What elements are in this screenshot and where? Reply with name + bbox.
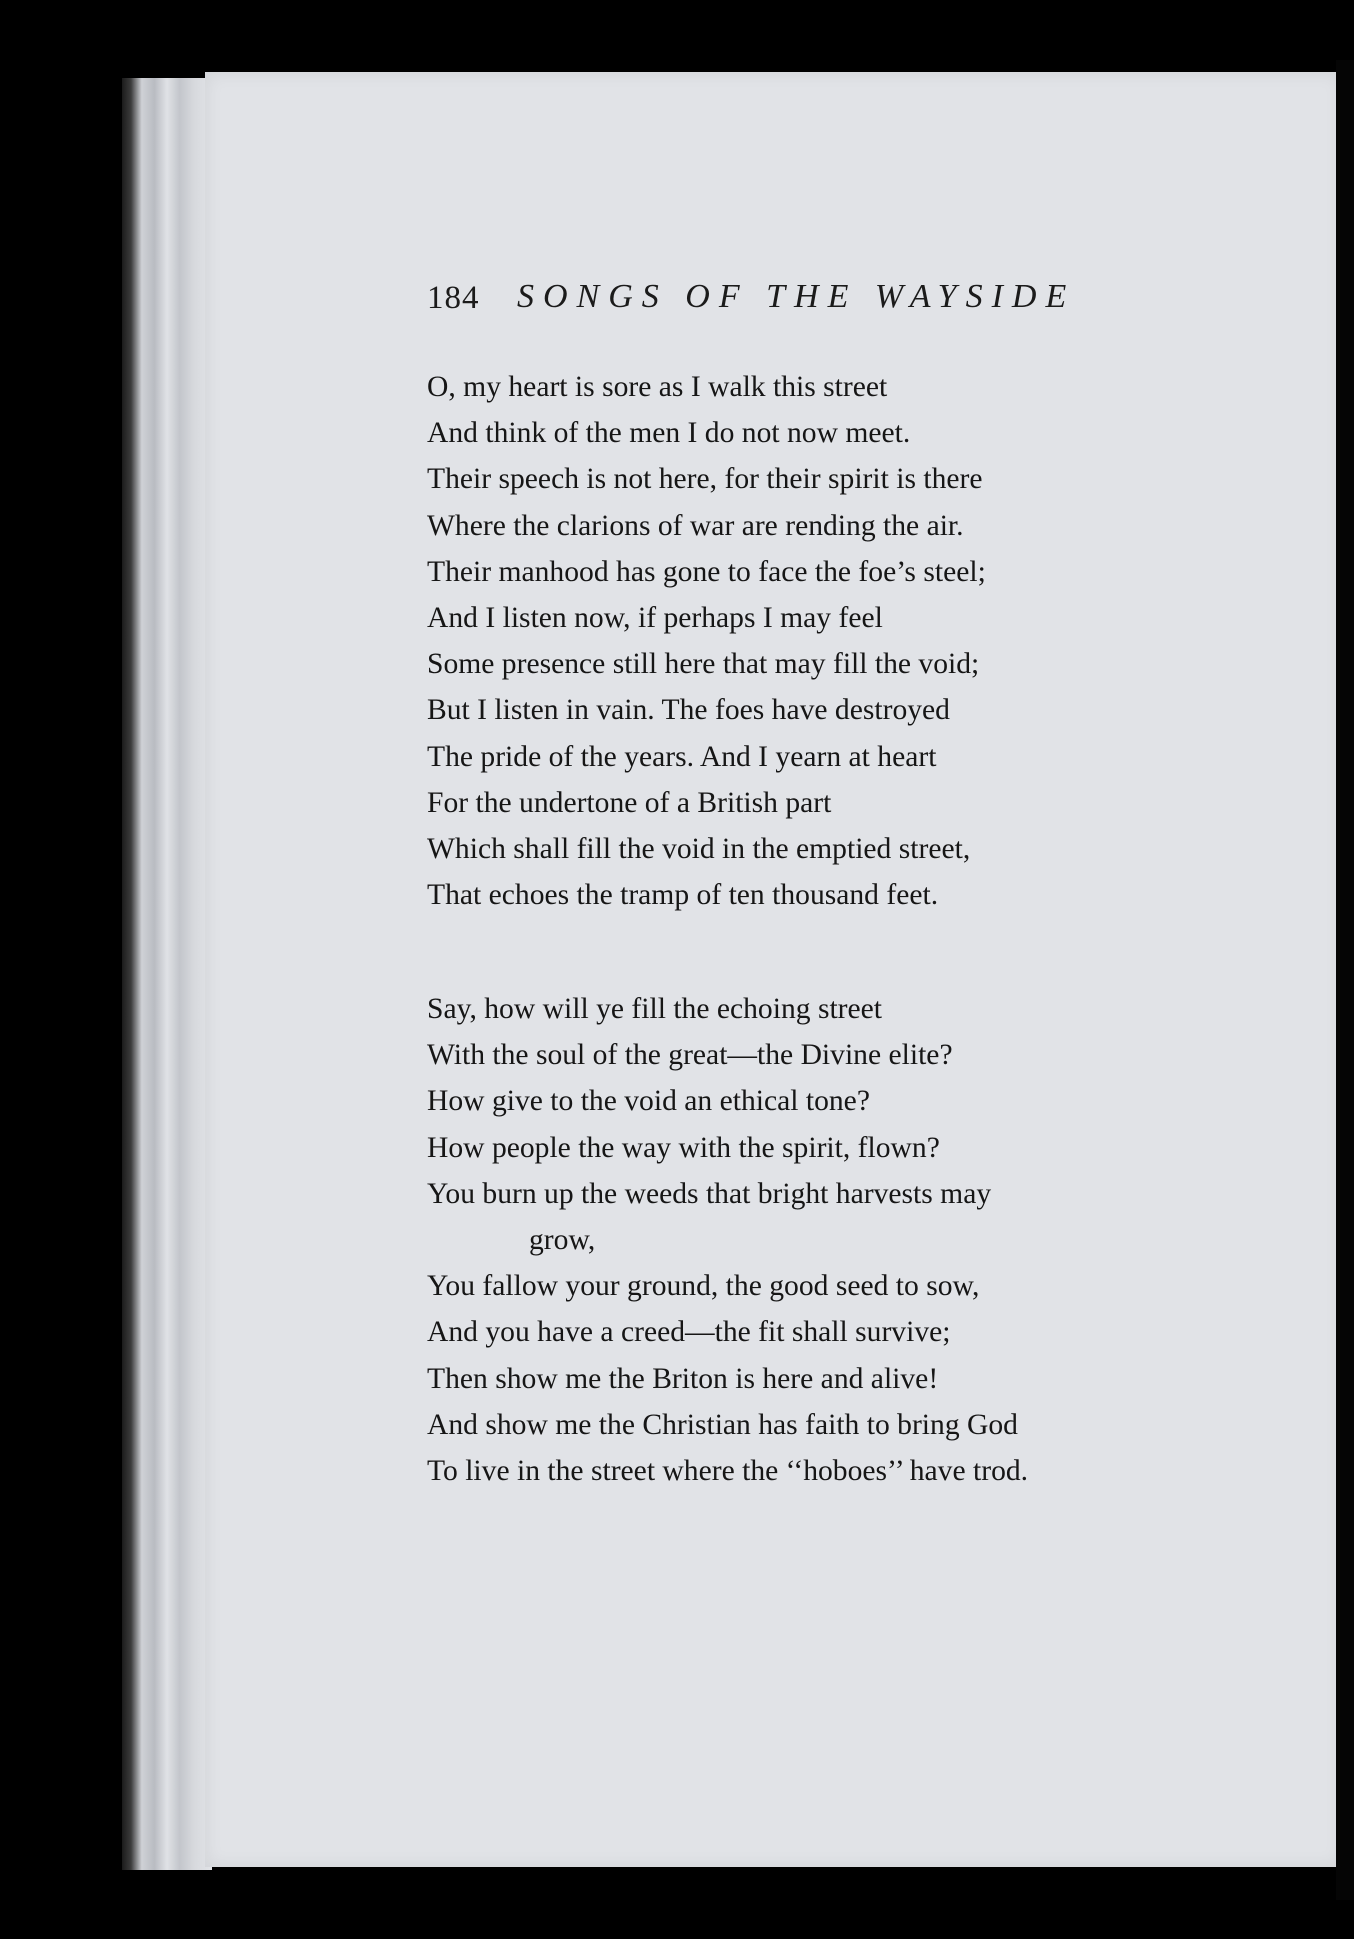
verse-line: Which shall fill the void in the emptied street, [427, 832, 971, 865]
verse-line: Their speech is not here, for their spirit is there [427, 463, 983, 496]
verse-line: You burn up the weeds that bright harvests may [427, 1177, 992, 1210]
verse-line: That echoes the tramp of ten thousand feet. [427, 879, 939, 912]
verse-line: And you have a creed—the fit shall survive; [427, 1316, 951, 1349]
verse-line: Where the clarions of war are rending the air. [427, 509, 964, 542]
page-number: 184 [427, 280, 480, 316]
running-title: SONGS OF THE WAYSIDE [517, 278, 1076, 315]
verse-line: You fallow your ground, the good seed to sow, [427, 1270, 980, 1303]
stanza-2 [427, 986, 1028, 1494]
verse-line: Say, how will ye fill the echoing street [427, 993, 883, 1025]
verse-line: For the undertone of a British part [427, 786, 832, 819]
verse-line: O, my heart is sore as I walk this street [427, 371, 888, 403]
stanza-1 [427, 364, 986, 918]
verse-line: But I listen in vain. The foes have destroyed [427, 694, 950, 727]
verse-line: How people the way with the spirit, flown? [427, 1131, 940, 1164]
book-page-edges [122, 78, 212, 1870]
page-header [427, 278, 1127, 324]
verse-line: And I listen now, if perhaps I may feel [427, 601, 883, 634]
verse-line: How give to the void an ethical tone? [427, 1085, 870, 1118]
right-scan-border [1336, 60, 1354, 1900]
verse-line: Their manhood has gone to face the foe’s steel; [427, 555, 986, 588]
verse-line: Then show me the Briton is here and alive! [427, 1362, 939, 1395]
verse-line: Some presence still here that may fill the void; [427, 648, 980, 681]
verse-line: And think of the men I do not now meet. [427, 417, 911, 450]
verse-line: The pride of the years. And I yearn at heart [427, 740, 937, 773]
verse-line: And show me the Christian has faith to bring God [427, 1408, 1018, 1441]
verse-line: To live in the street where the ‘‘hoboes’’ have trod. [427, 1454, 1029, 1487]
verse-line: With the soul of the great—the Divine elite? [427, 1039, 953, 1072]
verse-line-turnover: grow, [529, 1223, 596, 1256]
book-page [205, 72, 1342, 1867]
